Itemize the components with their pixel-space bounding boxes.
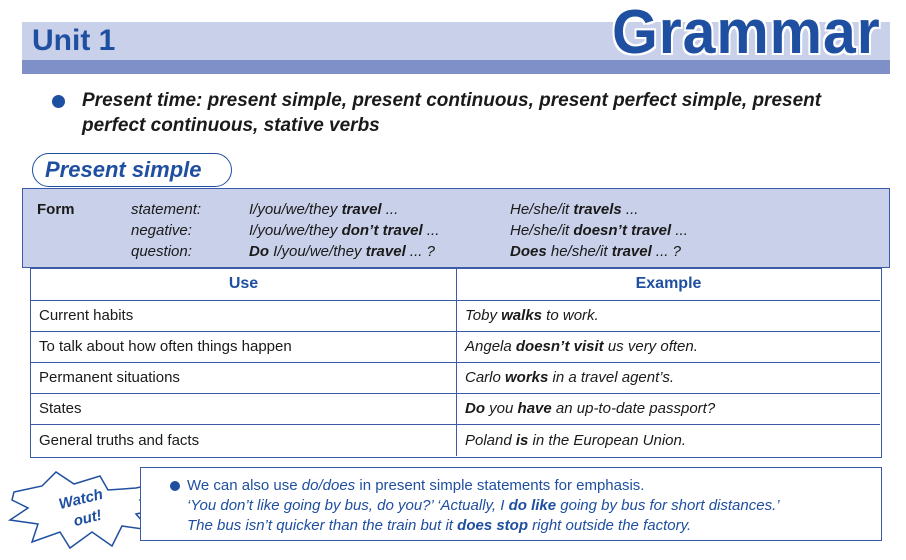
- section-title: Present simple: [45, 157, 202, 182]
- use-cell: General truths and facts: [39, 432, 200, 449]
- example-cell: Poland is in the European Union.: [465, 432, 687, 449]
- form-negative-plural: I/you/we/they don’t travel ...: [249, 222, 440, 239]
- table-header-row: [31, 269, 880, 301]
- table-row: [31, 363, 880, 394]
- example-cell: Toby walks to work.: [465, 307, 599, 324]
- form-type-statement: statement:: [131, 201, 202, 218]
- example-cell: Angela doesn’t visit us very often.: [465, 338, 698, 355]
- table-row: [31, 425, 880, 456]
- form-question-singular: Does he/she/it travel ... ?: [510, 243, 681, 260]
- topic-bullet-icon: [52, 95, 65, 108]
- form-label: Form: [37, 201, 75, 218]
- form-question-plural: Do I/you/we/they travel ... ?: [249, 243, 435, 260]
- note-bullet-icon: [170, 481, 180, 491]
- form-statement-singular: He/she/it travels ...: [510, 201, 639, 218]
- table-row: [31, 394, 880, 425]
- form-statement-plural: I/you/we/they travel ...: [249, 201, 399, 218]
- table-row: [31, 332, 880, 363]
- watch-out-line1: Watch: [57, 485, 105, 514]
- table-header-use: Use: [228, 275, 259, 292]
- section-title-pill: [32, 153, 232, 187]
- form-negative-singular: He/she/it doesn’t travel ...: [510, 222, 688, 239]
- note-line-1: We can also use do/does in present simple statements for emphasis.: [187, 477, 645, 494]
- form-type-question: question:: [131, 243, 192, 260]
- example-cell: Do you have an up-to-date passport?: [465, 400, 716, 417]
- note-line-3: The bus isn’t quicker than the train but it does stop right outside the factory.: [187, 517, 692, 534]
- unit-label: Unit 1: [32, 24, 116, 57]
- section-label: Grammar: [612, 0, 881, 67]
- topic-heading: Present time: present simple, present continuous, present perfect simple, present perfect continuous, stative verbs: [82, 90, 822, 136]
- use-cell: Current habits: [39, 307, 134, 324]
- use-cell: States: [39, 400, 82, 417]
- use-table: [30, 268, 882, 458]
- note-line-2: ‘You don’t like going by bus, do you?’ ‘Actually, I do like going by bus for short distances.’: [187, 497, 780, 514]
- example-cell: Carlo works in a travel agent’s.: [465, 369, 675, 386]
- form-box: [22, 188, 890, 268]
- table-row: [31, 301, 880, 332]
- table-header-example: Example: [635, 275, 702, 292]
- use-cell: To talk about how often things happen: [39, 338, 292, 355]
- watch-out-line2: out!: [71, 506, 104, 530]
- use-cell: Permanent situations: [39, 369, 180, 386]
- form-type-negative: negative:: [131, 222, 192, 239]
